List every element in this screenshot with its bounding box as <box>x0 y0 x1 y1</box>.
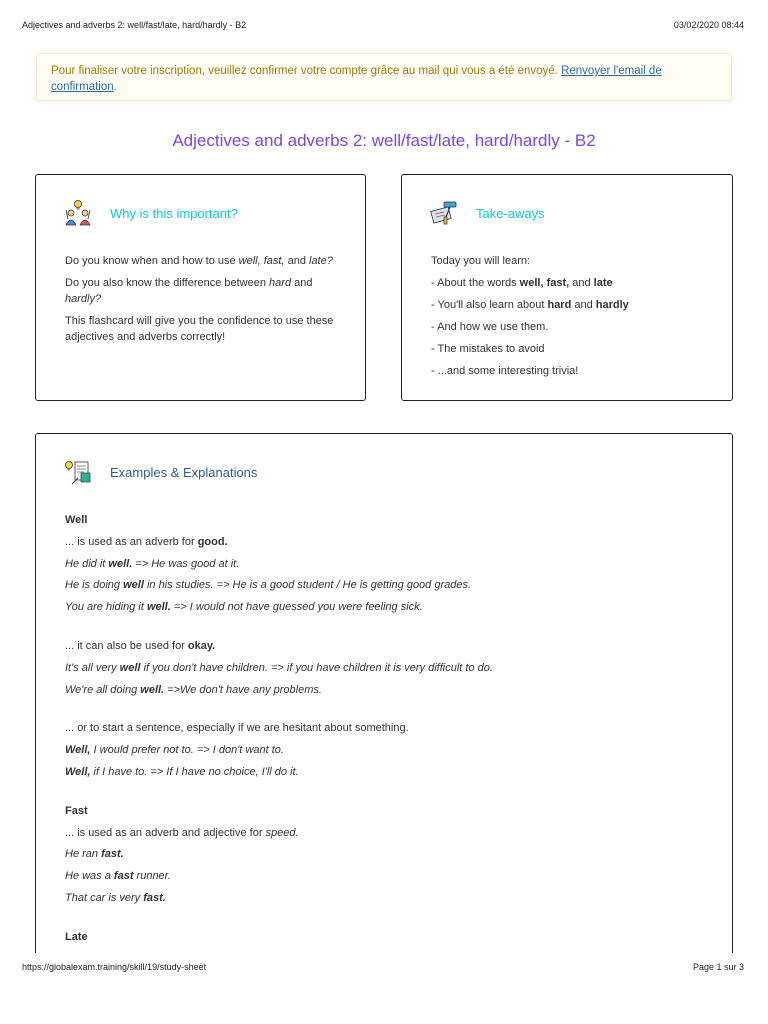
why-card-body <box>65 253 345 351</box>
print-footer-page: Page 1 sur 3 <box>692 962 744 972</box>
confirmation-notice <box>36 53 732 101</box>
takeaways-intro: Today you will learn: <box>431 255 531 267</box>
example-line: ... is used as an adverb and adjective for speed. <box>65 826 299 839</box>
takeaways-card-body <box>431 253 721 385</box>
why-card-header <box>64 199 238 227</box>
takeaway-item: - ...and some interesting trivia! <box>431 365 579 377</box>
spacer <box>65 912 745 929</box>
spacer <box>65 786 745 803</box>
spacer <box>65 703 745 720</box>
resend-email-link[interactable]: Renvoyer l'email de confirmation <box>51 65 662 93</box>
example-line: It's all very well if you don't have children. => if you have children it is very difficult to do. <box>65 661 493 674</box>
examples-body <box>65 512 745 951</box>
print-footer <box>22 962 744 972</box>
why-paragraph-3: This flashcard will give you the confidence to use these adjectives and adverbs correctly! <box>65 315 334 343</box>
takeaway-item: - You'll also learn about hard and hardly <box>431 299 629 311</box>
why-paragraph-2: Do you also know the difference between hard and hardly? <box>65 277 313 305</box>
takeaways-card-header <box>430 199 545 227</box>
page-title: Adjectives and adverbs 2: well/fast/late, hard/hardly - B2 <box>172 131 596 150</box>
example-line: ... or to start a sentence, especially if we are hesitant about something. <box>65 722 409 735</box>
section-heading-fast: Fast <box>65 804 88 817</box>
notice-text: Pour finaliser votre inscription, veuillez confirmer votre compte grâce au mail qui vous a été envoyé. <box>51 65 562 77</box>
why-paragraph-1: Do you know when and how to use well, fast, and late? <box>65 255 333 267</box>
takeaway-item: - About the words well, fast, and late <box>431 277 613 289</box>
example-line: He is doing well in his studies. => He is a good student / He is getting good grades. <box>65 579 472 592</box>
people-lightbulb-icon <box>64 199 92 227</box>
example-line: He was a fast runner. <box>65 870 171 883</box>
print-header-title: Adjectives and adverbs 2: well/fast/late, hard/hardly - B2 <box>22 20 247 30</box>
example-line: You are hiding it well. => I would not have guessed you were feeling sick. <box>65 601 423 614</box>
print-footer-url: https://globalexam.training/skill/19/study-sheet <box>22 962 207 972</box>
notice-after: . <box>113 81 117 93</box>
why-important-card <box>35 174 366 401</box>
takeaways-card-title: Take-aways <box>476 205 545 221</box>
examples-card <box>35 433 733 953</box>
example-line: ... is used as an adverb for good. <box>65 535 228 548</box>
section-heading-late: Late <box>65 930 88 943</box>
example-line: We're all doing well. =>We don't have any problems. <box>65 683 322 696</box>
example-line: He did it well. => He was good at it. <box>65 557 240 570</box>
spacer <box>65 621 745 638</box>
examples-card-title: Examples & Explanations <box>110 464 258 480</box>
example-line: ... it can also be used for okay. <box>65 639 216 652</box>
section-heading-well: Well <box>65 514 88 526</box>
example-line: He ran fast. <box>65 848 124 861</box>
example-line: That car is very fast. <box>65 891 166 904</box>
why-card-title: Why is this important? <box>110 205 238 221</box>
example-line: Well, I would prefer not to. => I don't want to. <box>65 744 284 757</box>
takeaways-card <box>401 174 733 401</box>
print-header-date: 03/02/2020 08:44 <box>673 20 744 30</box>
example-line: Well, if I have to. => If I have no choice, I'll do it. <box>65 765 299 778</box>
print-header <box>22 20 744 30</box>
idea-document-icon <box>64 458 92 486</box>
takeaway-item: - The mistakes to avoid <box>431 343 545 355</box>
examples-card-header <box>64 458 257 486</box>
paint-roller-icon <box>430 199 458 227</box>
takeaway-item: - And how we use them. <box>431 321 549 333</box>
